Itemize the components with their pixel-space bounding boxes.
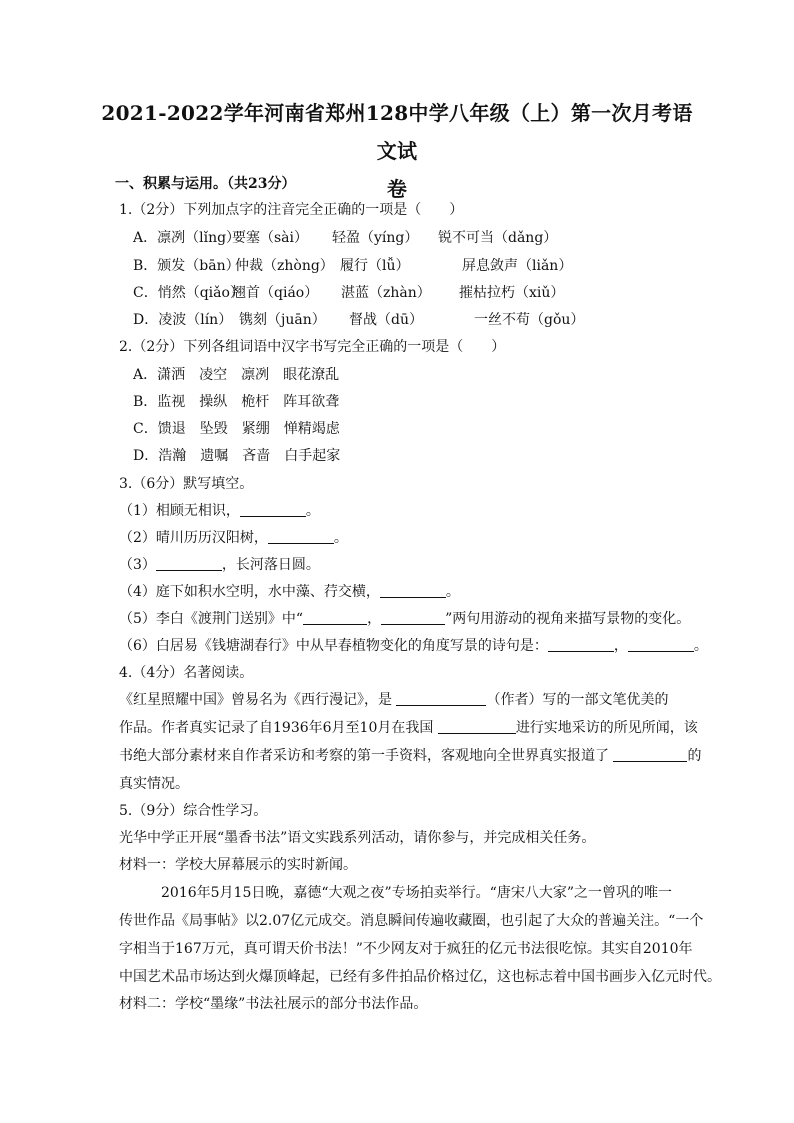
q1-option-d-word3: 督战（dū） xyxy=(349,312,423,328)
q3-stem: 3.（6分）默写填空。 xyxy=(119,476,254,492)
answer-blank[interactable] xyxy=(628,637,694,652)
q1-option-b-word2: 仲裁（zhòng） xyxy=(235,258,334,274)
title-line-2: 卷 xyxy=(386,177,408,201)
answer-blank[interactable] xyxy=(438,719,516,734)
q2-stem: 2.（2分）下列各组词语中汉字书写完全正确的一项是（ ） xyxy=(119,339,506,355)
answer-blank[interactable] xyxy=(548,637,614,652)
section-heading: 一、积累与运用。（共23分） xyxy=(115,176,296,192)
q3-item-3: （3） ，长河落日圆。 xyxy=(119,557,320,573)
q5-stem: 5.（9分）综合性学习。 xyxy=(119,803,268,819)
q4-line-4: 真实情况。 xyxy=(119,776,189,792)
q4-stem: 4.（4分）名著阅读。 xyxy=(119,665,254,681)
material-1-line-4: 中国艺术品市场达到火爆顶峰起，已经有多件拍品价格过亿，这也标志着中国书画步入亿元时代。 xyxy=(119,969,721,985)
q1-option-b: B．颁发（bān） xyxy=(133,258,240,274)
q4-line-1: 《红星照耀中国》曾易名为《西行漫记》，是 （作者）写的一部文笔优美的 xyxy=(119,692,669,708)
q3-item-5: （5）李白《渡荆门送别》中“ ， ”两句用游动的视角来描写景物的变化。 xyxy=(119,611,691,627)
answer-blank[interactable] xyxy=(396,691,486,706)
q1-option-c: C．悄然（qiǎo） xyxy=(133,285,244,301)
q1-option-c-word3: 湛蓝（zhàn） xyxy=(341,285,431,301)
answer-blank[interactable] xyxy=(613,747,687,762)
q1-option-c-word2: 翘首（qiáo） xyxy=(232,285,319,301)
answer-blank[interactable] xyxy=(268,529,334,544)
q2-option-d: D．浩瀚 遗嘱 吝啬 白手起家 xyxy=(133,448,341,464)
q3-item-4: （4）庭下如积水空明，水中藻、荇交横， 。 xyxy=(119,584,460,600)
q2-option-a: A．潇洒 凌空 凛冽 眼花潦乱 xyxy=(133,367,340,383)
material-1-line-2: 传世作品《局事帖》以2.07亿元成交。消息瞬间传遍收藏圈，也引起了大众的普遍关注。“一个 xyxy=(119,913,704,929)
q1-option-a-word2: 要塞（sài） xyxy=(232,230,309,246)
q2-option-b: B．监视 操纵 桅杆 阵耳欲聋 xyxy=(133,394,340,410)
q5-intro: 光华中学正开展“墨香书法”语文实践系列活动，请你参与，并完成相关任务。 xyxy=(119,830,596,846)
q4-line-3: 书绝大部分素材来自作者采访和考察的第一手资料，客观地向全世界真实报道了 的 xyxy=(119,748,702,764)
material-1-line-3: 字相当于167万元，真可谓天价书法！”不少网友对于疯狂的亿元书法很吃惊。其实自2010年 xyxy=(119,941,693,957)
q1-option-a-word3: 轻盈（yíng） xyxy=(332,230,419,246)
q1-option-b-word3: 履行（lǚ） xyxy=(340,258,410,274)
answer-blank[interactable] xyxy=(381,610,445,625)
material-1-line-1: 2016年5月15日晚，嘉德“大观之夜”专场拍卖举行。“唐宋八大家”之一曾巩的唯一 xyxy=(161,885,672,901)
answer-blank[interactable] xyxy=(303,610,367,625)
q1-option-d-word2: 镌刻（juān） xyxy=(239,312,326,328)
answer-blank[interactable] xyxy=(380,583,446,598)
q1-option-a: A．凛冽（lǐng） xyxy=(133,230,241,246)
q1-option-d: D．凌波（lín） xyxy=(133,312,233,328)
title-line-1: 2021-2022学年河南省郑州128中学八年级（上）第一次月考语文试 xyxy=(101,101,693,163)
q1-option-a-word4: 锐不可当（dǎng） xyxy=(438,230,558,246)
q1-option-d-word4: 一丝不苟（gǒu） xyxy=(474,312,585,328)
q3-item-1: （1）相顾无相识， 。 xyxy=(119,503,320,519)
q3-item-6: （6）白居易《钱塘湖春行》中从早春植物变化的角度写景的诗句是： ， 。 xyxy=(119,638,708,654)
q1-stem: 1.（2分）下列加点字的注音完全正确的一项是（ ） xyxy=(119,202,464,218)
material-1-title: 材料一：学校大屏幕展示的实时新闻。 xyxy=(119,857,357,873)
answer-blank[interactable] xyxy=(240,502,306,517)
material-2-title: 材料二：学校“墨缘”书法社展示的部分书法作品。 xyxy=(119,996,428,1012)
q1-option-c-word4: 摧枯拉朽（xiǔ） xyxy=(459,285,565,301)
q4-line-2: 作品。作者真实记录了自1936年6月至10月在我国 进行实地采访的所见所闻，该 xyxy=(119,720,698,736)
q2-option-c: C．馈退 坠毁 紧绷 惮精竭虑 xyxy=(133,421,340,437)
answer-blank[interactable] xyxy=(156,556,222,571)
q1-option-b-word4: 屏息敛声（liǎn） xyxy=(462,258,573,274)
q3-item-2: （2）晴川历历汉阳树， 。 xyxy=(119,530,348,546)
